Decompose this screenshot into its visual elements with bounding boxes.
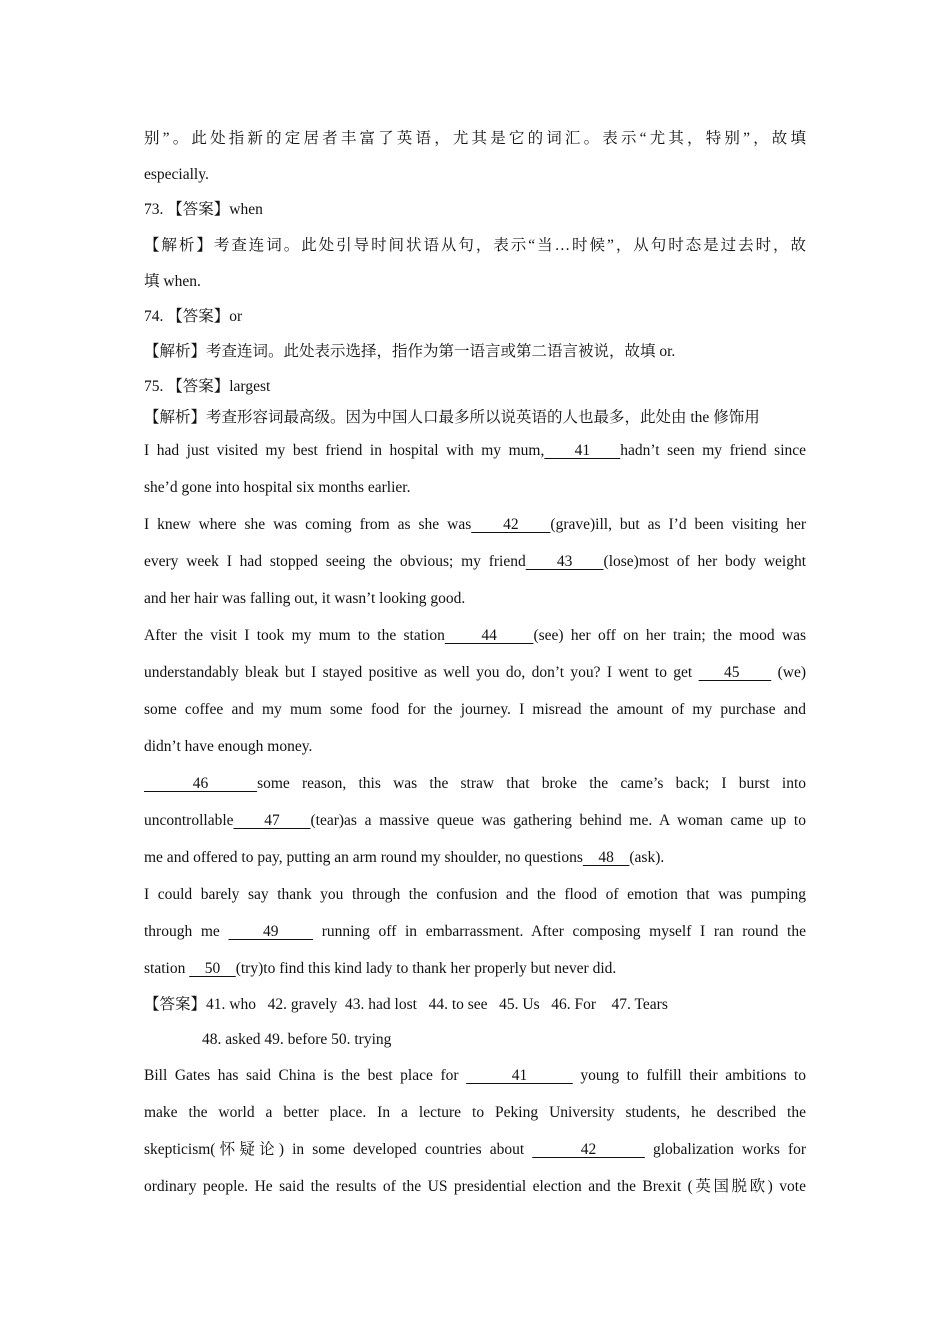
passage-line: make the world a better place. In a lecture to Peking University students, he described the <box>144 1104 806 1121</box>
explanation-74: 【解析】考查连词。此处表示选择，指作为第一语言或第二语言被说，故填 or. <box>144 343 676 360</box>
text-run: (try)to find this kind lady to thank her properly but never did. <box>235 960 617 977</box>
explanation-72-continued: 别”。此处指新的定居者丰富了英语，尤其是它的词汇。表示“尤其，特别”，故填 <box>144 130 806 147</box>
text-run: running off in embarrassment. After composing myself I ran round the <box>321 923 806 940</box>
blank-45: 45 <box>698 664 772 681</box>
blank-41: 41 <box>544 442 621 459</box>
explanation-75: 【解析】考查形容词最高级。因为中国人口最多所以说英语的人也最多，此处由 the 修饰用 <box>144 409 760 426</box>
passage-line <box>144 1057 806 1094</box>
passage-line: and her hair was falling out, it wasn’t looking good. <box>144 590 466 607</box>
passage-line <box>144 839 806 876</box>
blank-48: 48 <box>582 849 630 866</box>
text-run: (we) <box>777 664 806 681</box>
passage-line <box>144 802 806 839</box>
passage-line: I could barely say thank you through the confusion and the flood of emotion that was pumping <box>144 886 806 903</box>
blank-43: 43 <box>525 553 604 570</box>
answer-73: 73. 【答案】when <box>144 201 263 218</box>
document-page <box>144 120 806 1205</box>
passage-line: didn’t have enough money. <box>144 738 313 755</box>
answer-74: 74. 【答案】or <box>144 308 243 325</box>
explanation-73: 【解析】考查连词。此处引导时间状语从句，表示“当…时候”，从句时态是过去时，故 <box>144 237 806 254</box>
blank-49: 49 <box>228 923 314 940</box>
passage-line: some coffee and my mum some food for the journey. I misread the amount of my purchase and <box>144 701 806 718</box>
blank-42-second: 42 <box>532 1141 645 1158</box>
answer-key-line-1: 【答案】41. who 42. gravely 43. had lost 44. to see 45. Us 46. For 47. Tears <box>144 996 668 1013</box>
text-run: hadn’t seen my friend since <box>620 442 806 459</box>
text-run: I had just visited my best friend in hospital with my mum, <box>144 442 545 459</box>
passage-line <box>144 1131 806 1168</box>
passage-line <box>144 654 806 691</box>
text-run: me and offered to pay, putting an arm round my shoulder, no questions <box>144 849 583 866</box>
text-run: some reason, this was the straw that broke the came’s back; I burst into <box>257 775 806 792</box>
text-run: (ask). <box>629 849 665 866</box>
passage-line <box>144 432 806 469</box>
text-run: (grave)ill, but as I’d been visiting her <box>550 516 806 533</box>
passage-line <box>144 543 806 580</box>
passage-line: she’d gone into hospital six months earlier. <box>144 479 411 496</box>
text-run: station <box>144 960 186 977</box>
text-run: through me <box>144 923 220 940</box>
answer-75: 75. 【答案】largest <box>144 378 271 395</box>
passage-line <box>144 506 806 543</box>
blank-47: 47 <box>233 812 311 829</box>
blank-44: 44 <box>444 627 534 644</box>
text-run: uncontrollable <box>144 812 234 829</box>
text-run: Bill Gates has said China is the best place for <box>144 1067 459 1084</box>
blank-46: 46 <box>144 775 258 792</box>
blank-42: 42 <box>471 516 551 533</box>
text-run: I knew where she was coming from as she was <box>144 516 472 533</box>
passage-line <box>144 950 806 987</box>
text-run: understandably bleak but I stayed positive as well you do, don’t you? I went to get <box>144 664 693 681</box>
answer-word-especially: especially. <box>144 166 209 183</box>
passage-line <box>144 765 806 802</box>
text-run: (tear)as a massive queue was gathering behind me. A woman came up to <box>310 812 806 829</box>
passage-line <box>144 913 806 950</box>
text-run: young to fulfill their ambitions to <box>580 1067 806 1084</box>
text-run: skepticism(怀疑论) in some developed countries about <box>144 1141 525 1158</box>
blank-50: 50 <box>189 960 236 977</box>
text-run: every week I had stopped seeing the obvious; my friend <box>144 553 526 570</box>
text-run: (see) her off on her train; the mood was <box>533 627 806 644</box>
explanation-73-end: 填 when. <box>144 273 201 290</box>
text-run: globalization works for <box>652 1141 806 1158</box>
text-run: (lose)most of her body weight <box>603 553 806 570</box>
passage-line <box>144 617 806 654</box>
text-run: After the visit I took my mum to the station <box>144 627 445 644</box>
blank-41-second: 41 <box>466 1067 573 1084</box>
answer-key-line-2: 48. asked 49. before 50. trying <box>202 1031 392 1048</box>
passage-line: ordinary people. He said the results of the US presidential election and the Brexit (英国脱欧) vote <box>144 1178 806 1195</box>
